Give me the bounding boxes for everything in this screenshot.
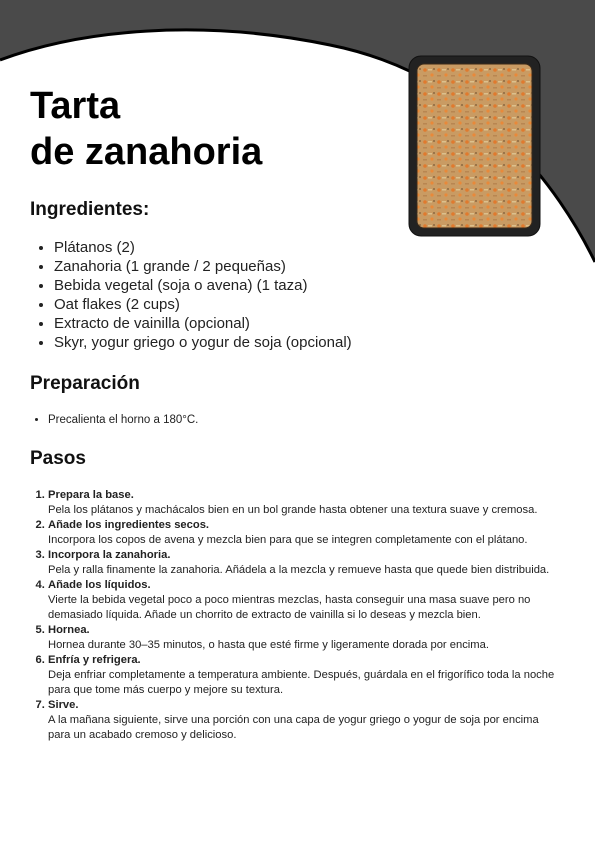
list-item: • Plátanos (2) <box>54 238 352 257</box>
step-text: Deja enfriar completamente a temperatura ambiente. Después, guárdala en el frigorífico toda la noche para que tome más cuerpo y mejore su textura. <box>48 669 555 696</box>
step-item <box>48 653 563 698</box>
list-item: • Skyr, yogur griego o yogur de soja (opcional) <box>54 333 352 352</box>
step-text: Pela los plátanos y machácalos bien en un bol grande hasta obtener una textura suave y cremosa. <box>48 504 538 516</box>
step-item <box>48 488 563 518</box>
step-title: 2. Añade los ingredientes secos. <box>48 519 210 531</box>
steps-list <box>30 488 563 743</box>
step-text: A la mañana siguiente, sirve una porción con una capa de yogur griego o yogur de soja por encima para un acabado cremoso y delicioso. <box>48 714 539 741</box>
list-item: • Extracto de vainilla (opcional) <box>54 314 352 333</box>
list-item: • Zanahoria (1 grande / 2 pequeñas) <box>54 257 352 276</box>
step-text: Pela y ralla finamente la zanahoria. Añádela a la mezcla y remueve hasta que quede bien distribuida. <box>48 564 550 576</box>
carrot-cake-photo <box>408 55 541 237</box>
steps-heading: Pasos <box>30 448 86 469</box>
step-item <box>48 623 563 653</box>
step-title: 7. Sirve. <box>48 699 79 711</box>
step-title: 5. Hornea. <box>48 624 90 636</box>
step-text: Vierte la bebida vegetal poco a poco mientras mezclas, hasta conseguir una masa suave pero no demasiado líquida. Añade un chorrito de extracto de vainilla si lo deseas y mezcla bien. <box>48 594 531 621</box>
step-item <box>48 698 563 743</box>
step-item <box>48 548 563 578</box>
list-item: • Precalienta el horno a 180°C. <box>48 413 198 428</box>
list-item: • Oat flakes (2 cups) <box>54 295 352 314</box>
step-title: 4. Añade los líquidos. <box>48 579 151 591</box>
recipe-title-line1: Tarta <box>30 85 121 127</box>
ingredients-heading: Ingredientes: <box>30 199 150 220</box>
step-text: Hornea durante 30–35 minutos, o hasta que esté firme y ligeramente dorada por encima. <box>48 639 489 651</box>
recipe-title <box>30 83 262 175</box>
list-item: • Bebida vegetal (soja o avena) (1 taza) <box>54 276 352 295</box>
preparation-heading: Preparación <box>30 373 140 394</box>
step-title: 1. Prepara la base. <box>48 489 134 501</box>
preparation-list <box>30 413 198 428</box>
step-item <box>48 578 563 623</box>
step-item <box>48 518 563 548</box>
step-title: 6. Enfría y refrigera. <box>48 654 141 666</box>
step-title: 3. Incorpora la zanahoria. <box>48 549 171 561</box>
ingredients-list <box>32 238 352 352</box>
recipe-title-line2: de zanahoria <box>30 131 263 173</box>
step-text: Incorpora los copos de avena y mezcla bien para que se integren completamente con el plátano. <box>48 534 528 546</box>
